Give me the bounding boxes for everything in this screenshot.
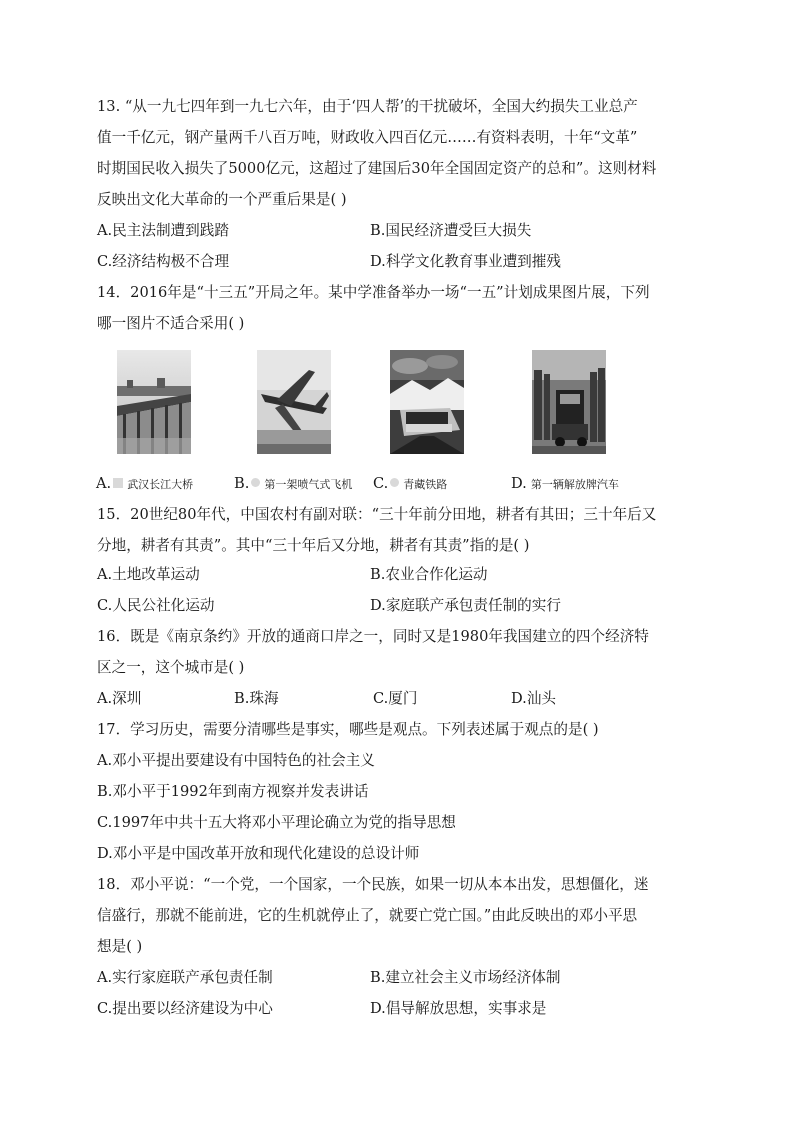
- picture-c-label: [373, 475, 447, 494]
- question-15-option-d[interactable]: D.家庭联产承包责任制的实行: [370, 597, 561, 614]
- question-13-line-1: 13. “从一九七四年到一九七六年，由于‘四人帮’的干扰破坏，全国大约损失工业总产: [97, 98, 638, 115]
- picture-c-letter[interactable]: C.: [373, 475, 389, 492]
- picture-b-caption: 第一架喷气式飞机: [264, 478, 353, 491]
- placeholder-icon: [113, 478, 123, 488]
- picture-d-caption: 第一辆解放牌汽车: [530, 478, 619, 491]
- question-18-line-3: 想是( ): [97, 938, 143, 955]
- train-photo[interactable]: [390, 350, 464, 454]
- question-15-line-2: 分地，耕者有其责”。其中“三十年后又分地，耕者有其责”指的是( ): [97, 537, 530, 554]
- question-14-line-1: 14．2016年是“十三五”开局之年。某中学准备举办一场“一五”计划成果图片展，下列: [97, 284, 650, 301]
- picture-b-label: [234, 475, 352, 494]
- truck-photo[interactable]: [532, 350, 606, 454]
- question-16-line-1: 16．既是《南京条约》开放的通商口岸之一，同时又是1980年我国建立的四个经济特: [97, 628, 649, 645]
- question-17-option-d[interactable]: D.邓小平是中国改革开放和现代化建设的总设计师: [97, 845, 420, 862]
- question-15-line-1: 15．20世纪80年代，中国农村有副对联：“三十年前分田地，耕者有其田；三十年后又: [97, 506, 657, 523]
- picture-a-letter[interactable]: A.: [96, 475, 112, 492]
- picture-d-label: [511, 475, 619, 494]
- question-13-option-d[interactable]: D.科学文化教育事业遭到摧残: [370, 253, 561, 270]
- question-13-option-a[interactable]: A.民主法制遭到践踏: [97, 222, 229, 239]
- question-16-option-a[interactable]: A.深圳: [97, 690, 142, 707]
- picture-a-caption: 武汉长江大桥: [127, 478, 194, 491]
- question-15-option-c[interactable]: C.人民公社化运动: [97, 597, 215, 614]
- picture-a-label: [96, 475, 193, 494]
- question-13-line-4: 反映出文化大革命的一个严重后果是( ): [97, 191, 347, 208]
- question-15-option-a[interactable]: A.土地改革运动: [97, 566, 200, 583]
- picture-c-caption: 青藏铁路: [403, 478, 448, 491]
- question-18-line-1: 18．邓小平说：“一个党，一个国家，一个民族，如果一切从本本出发，思想僵化，迷: [97, 876, 649, 893]
- question-15-option-b[interactable]: B.农业合作化运动: [370, 566, 488, 583]
- picture-d-letter[interactable]: D.: [511, 475, 527, 492]
- placeholder-icon: [251, 478, 260, 487]
- question-13-line-2: 值一千亿元，钢产量两千八百万吨，财政收入四百亿元……有资料表明，十年“文革”: [97, 129, 638, 146]
- question-16-line-2: 区之一，这个城市是( ): [97, 659, 245, 676]
- question-18-option-d[interactable]: D.倡导解放思想，实事求是: [370, 1000, 547, 1017]
- question-18-option-a[interactable]: A.实行家庭联产承包责任制: [97, 969, 273, 986]
- question-17-option-c[interactable]: C.1997年中共十五大将邓小平理论确立为党的指导思想: [97, 814, 456, 831]
- question-16-option-d[interactable]: D.汕头: [511, 690, 557, 707]
- question-17-line-1: 17．学习历史，需要分清哪些是事实，哪些是观点。下列表述属于观点的是( ): [97, 721, 599, 738]
- question-16-option-b[interactable]: B.珠海: [234, 690, 279, 707]
- question-18-option-b[interactable]: B.建立社会主义市场经济体制: [370, 969, 561, 986]
- question-18-option-c[interactable]: C.提出要以经济建设为中心: [97, 1000, 273, 1017]
- question-13-option-c[interactable]: C.经济结构极不合理: [97, 253, 230, 270]
- question-14-line-2: 哪一图片不适合采用( ): [97, 315, 245, 332]
- bridge-photo[interactable]: [117, 350, 191, 454]
- question-13-line-3: 时期国民收入损失了5000亿元，这超过了建国后30年全国固定资产的总和”。这则材料: [97, 160, 657, 177]
- question-13-option-b[interactable]: B.国民经济遭受巨大损失: [370, 222, 532, 239]
- picture-b-letter[interactable]: B.: [234, 475, 250, 492]
- question-17-option-a[interactable]: A.邓小平提出要建设有中国特色的社会主义: [97, 752, 375, 769]
- question-17-option-b[interactable]: B.邓小平于1992年到南方视察并发表讲话: [97, 783, 369, 800]
- jet-plane-photo[interactable]: [257, 350, 331, 454]
- placeholder-icon: [390, 478, 399, 487]
- question-18-line-2: 信盛行，那就不能前进，它的生机就停止了，就要亡党亡国。”由此反映出的邓小平思: [97, 907, 638, 924]
- question-16-option-c[interactable]: C.厦门: [373, 690, 418, 707]
